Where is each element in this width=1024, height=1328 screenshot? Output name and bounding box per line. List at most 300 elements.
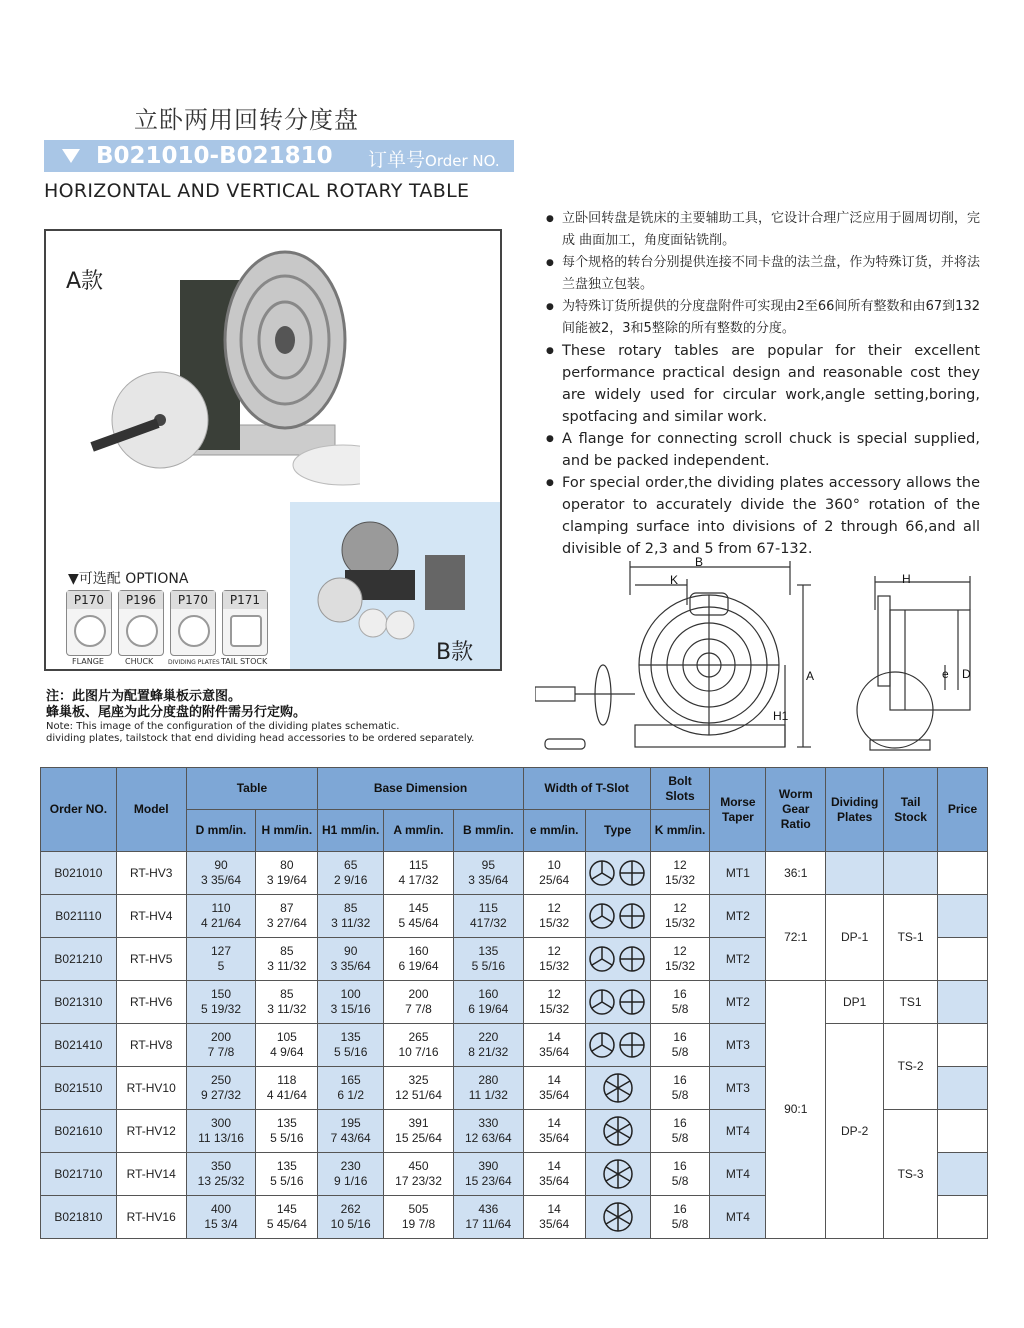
- h-cell: [256, 938, 318, 981]
- h-cell-mm: 135: [276, 1159, 297, 1173]
- worm-gear-cell: 90:1: [766, 981, 826, 1239]
- b-cell-mm: 95: [481, 858, 495, 872]
- d-cell: [186, 1196, 256, 1239]
- b-cell: [453, 1196, 523, 1239]
- h-cell: [256, 1110, 318, 1153]
- b-cell: [453, 1024, 523, 1067]
- accessory-chuck: [118, 590, 164, 656]
- dividing-plates-cell: DP-1: [826, 895, 884, 981]
- h1-cell-in: 3 15/16: [330, 1002, 371, 1016]
- h1-cell-mm: 90: [344, 944, 358, 958]
- dim-k-label: K: [670, 573, 679, 587]
- accessory-caption: FLANGE: [72, 657, 104, 666]
- e-cell: [523, 1153, 585, 1196]
- price-cell: [938, 938, 988, 981]
- e-cell-mm: 14: [547, 1073, 561, 1087]
- chuck-icon: [126, 615, 158, 647]
- order-no-cell: B021110: [41, 895, 117, 938]
- order-no-cell: B021510: [41, 1067, 117, 1110]
- e-cell: [523, 852, 585, 895]
- b-cell: [453, 1110, 523, 1153]
- k-cell-in: 15/32: [665, 873, 696, 887]
- e-cell-mm: 12: [547, 987, 561, 1001]
- model-cell: RT-HV16: [116, 1196, 186, 1239]
- tslot-type-cell: [585, 895, 650, 938]
- b-cell: [453, 895, 523, 938]
- order-no-cell: B021210: [41, 938, 117, 981]
- d-cell: [186, 1110, 256, 1153]
- b-cell-in: 15 23/64: [464, 1174, 512, 1188]
- header-morse-taper: Morse Taper: [710, 768, 766, 852]
- tslot-radial-icon: [600, 1158, 636, 1190]
- model-cell: RT-HV10: [116, 1067, 186, 1110]
- note-cn-2: 蜂巢板、尾座为此分度盘的附件需另行定购。: [46, 705, 307, 720]
- morse-cell: MT2: [710, 981, 766, 1024]
- d-cell: [186, 895, 256, 938]
- flange-icon: [74, 615, 106, 647]
- h1-cell: [318, 895, 384, 938]
- d-cell-in: 5 19/32: [200, 1002, 242, 1016]
- dim-d-label: D: [962, 667, 971, 681]
- a-cell-mm: 145: [408, 901, 429, 915]
- a-cell-mm: 450: [408, 1159, 429, 1173]
- h-cell-mm: 118: [277, 1073, 297, 1087]
- price-cell: [938, 981, 988, 1024]
- h-cell: [256, 1153, 318, 1196]
- table-row: [41, 852, 988, 895]
- h-cell-in: 3 11/32: [267, 1002, 307, 1016]
- price-cell: [938, 895, 988, 938]
- morse-cell: MT2: [710, 895, 766, 938]
- feature-item: ● 立卧回转盘是铣床的主要辅助工具，它设计合理广泛应用于圆周切削，完成 曲面加工，角度面钻铣削。: [544, 208, 980, 252]
- header-worm-gear: Worm Gear Ratio: [766, 768, 826, 852]
- k-cell-in: 5/8: [671, 1045, 689, 1059]
- header-e: e mm/in.: [523, 810, 585, 852]
- price-cell: [938, 1024, 988, 1067]
- accessory-code: P170: [171, 591, 215, 609]
- h1-cell-in: 3 11/32: [331, 916, 371, 930]
- order-no-cell: B021610: [41, 1110, 117, 1153]
- note-en-1: Note: This image of the configuration of the dividing plates schematic.: [46, 721, 400, 732]
- header-k: K mm/in.: [650, 810, 710, 852]
- a-cell: [384, 1153, 454, 1196]
- d-cell-mm: 350: [211, 1159, 232, 1173]
- e-cell-in: 35/64: [539, 1088, 570, 1102]
- d-cell: [186, 938, 256, 981]
- d-cell-mm: 110: [211, 901, 231, 915]
- k-cell: [650, 1067, 710, 1110]
- d-cell: [186, 852, 256, 895]
- e-cell-in: 35/64: [539, 1217, 570, 1231]
- feature-item: ● A flange for connecting scroll chuck is special supplied, and be packed independent.: [544, 428, 980, 472]
- a-cell-in: 17 23/32: [395, 1174, 442, 1188]
- b-cell-mm: 135: [478, 944, 499, 958]
- title-chinese: 立卧两用回转分度盘: [134, 106, 359, 134]
- d-cell-in: 5: [217, 959, 225, 973]
- model-cell: RT-HV14: [116, 1153, 186, 1196]
- b-cell-mm: 160: [478, 987, 499, 1001]
- a-cell-mm: 265: [408, 1030, 429, 1044]
- accessory-caption: DIVIDING PLATES: [168, 659, 220, 666]
- tail-stock-cell: [884, 852, 938, 895]
- h1-cell: [318, 1024, 384, 1067]
- header-bolt-slots: Bolt Slots: [650, 768, 710, 810]
- e-cell-in: 35/64: [539, 1131, 570, 1145]
- e-cell: [523, 895, 585, 938]
- k-cell: [650, 981, 710, 1024]
- a-cell-mm: 391: [408, 1116, 429, 1130]
- b-cell: [453, 1153, 523, 1196]
- tslot-type-cell: [585, 852, 650, 895]
- h-cell: [256, 1024, 318, 1067]
- a-cell-in: 7 7/8: [405, 1002, 432, 1016]
- k-cell: [650, 1153, 710, 1196]
- a-cell-mm: 325: [408, 1073, 429, 1087]
- h1-cell-mm: 262: [340, 1202, 361, 1216]
- k-cell-mm: 16: [673, 1030, 687, 1044]
- b-cell-in: 417/32: [469, 916, 507, 930]
- h-cell-mm: 87: [280, 901, 294, 915]
- k-cell-mm: 16: [673, 1073, 687, 1087]
- model-cell: RT-HV5: [116, 938, 186, 981]
- header-h: H mm/in.: [256, 810, 318, 852]
- e-cell-mm: 14: [547, 1159, 561, 1173]
- optional-label: ▼可选配 OPTIONA: [68, 571, 189, 587]
- e-cell-in: 35/64: [539, 1045, 570, 1059]
- model-cell: RT-HV3: [116, 852, 186, 895]
- k-cell-mm: 16: [673, 1202, 687, 1216]
- d-cell: [186, 1024, 256, 1067]
- price-cell: [938, 1110, 988, 1153]
- h-cell-mm: 85: [280, 944, 294, 958]
- feature-item: ● These rotary tables are popular for their excellent performance practical design and reasonable cost they are widely used for circular work,angle setting,boring, spotfacing and similar work.: [544, 340, 980, 428]
- tslot-radial-icon: [600, 1201, 636, 1233]
- a-cell-mm: 505: [408, 1202, 429, 1216]
- k-cell: [650, 895, 710, 938]
- h-cell-mm: 135: [276, 1116, 297, 1130]
- a-cell-in: 4 17/32: [398, 873, 439, 887]
- dim-a-label: A: [806, 669, 815, 683]
- h-cell-in: 5 5/16: [270, 1174, 304, 1188]
- k-cell-mm: 16: [673, 1159, 687, 1173]
- b-cell: [453, 1067, 523, 1110]
- header-type: Type: [585, 810, 650, 852]
- dividing-plates-cell: DP1: [826, 981, 884, 1024]
- a-cell-in: 5 45/64: [398, 916, 439, 930]
- tslot-type-cell: [585, 1110, 650, 1153]
- header-a: A mm/in.: [384, 810, 454, 852]
- rotary-table-b-image: [295, 515, 495, 645]
- k-cell-in: 5/8: [671, 1217, 689, 1231]
- a-cell-in: 12 51/64: [395, 1088, 442, 1102]
- a-cell-in: 15 25/64: [395, 1131, 442, 1145]
- a-cell: [384, 895, 454, 938]
- d-cell-in: 9 27/32: [200, 1088, 242, 1102]
- dim-h-label: H: [902, 572, 911, 586]
- morse-cell: MT4: [710, 1196, 766, 1239]
- dim-b-label: B: [695, 555, 704, 569]
- accessory-dividing-plates: [170, 590, 216, 656]
- b-cell-in: 12 63/64: [464, 1131, 512, 1145]
- e-cell-in: 25/64: [539, 873, 570, 887]
- accessory-caption: CHUCK: [125, 657, 154, 666]
- spec-table: [40, 767, 988, 1239]
- morse-cell: MT3: [710, 1024, 766, 1067]
- triangle-down-icon: [62, 149, 80, 163]
- dividing-plate-icon: [178, 615, 210, 647]
- d-cell-in: 3 35/64: [200, 873, 242, 887]
- h1-cell-mm: 65: [344, 858, 358, 872]
- k-cell: [650, 852, 710, 895]
- a-cell-in: 10 7/16: [398, 1045, 439, 1059]
- e-cell: [523, 1067, 585, 1110]
- order-label-cn: 订单号: [368, 149, 426, 171]
- b-cell-mm: 280: [478, 1073, 499, 1087]
- model-a-label: A款: [66, 269, 104, 294]
- b-cell-in: 6 19/64: [468, 1002, 509, 1016]
- tslot-radial-icon: [600, 1115, 636, 1147]
- header-h1: H1 mm/in.: [318, 810, 384, 852]
- order-no-cell: B021710: [41, 1153, 117, 1196]
- morse-cell: MT1: [710, 852, 766, 895]
- front-view-drawing: [535, 555, 825, 755]
- e-cell-in: 15/32: [539, 959, 570, 973]
- h-cell-in: 4 9/64: [270, 1045, 304, 1059]
- b-cell-mm: 436: [478, 1202, 499, 1216]
- h-cell: [256, 1196, 318, 1239]
- order-label: [368, 145, 500, 172]
- e-cell-in: 15/32: [539, 1002, 570, 1016]
- h1-cell-mm: 85: [344, 901, 358, 915]
- header-dividing-plates: Dividing Plates: [826, 768, 884, 852]
- h-cell-mm: 85: [280, 987, 294, 1001]
- price-cell: [938, 1067, 988, 1110]
- b-cell-mm: 115: [478, 901, 498, 915]
- h-cell-in: 4 41/64: [266, 1088, 307, 1102]
- k-cell-mm: 12: [673, 944, 687, 958]
- d-cell-mm: 300: [211, 1116, 232, 1130]
- dividing-plates-cell: [826, 852, 884, 895]
- accessory-code: P171: [223, 591, 267, 609]
- dim-h1-label: H1: [773, 709, 789, 723]
- b-cell-mm: 390: [478, 1159, 499, 1173]
- h-cell: [256, 1067, 318, 1110]
- k-cell-mm: 12: [673, 858, 687, 872]
- accessory-tail-stock: [222, 590, 268, 656]
- h1-cell-in: 5 5/16: [334, 1045, 368, 1059]
- e-cell-mm: 12: [547, 944, 561, 958]
- b-cell-in: 17 11/64: [465, 1217, 512, 1231]
- e-cell-mm: 14: [547, 1030, 561, 1044]
- table-row: [41, 895, 988, 938]
- e-cell: [523, 1110, 585, 1153]
- note-en-2: dividing plates, tailstock that end dividing head accessories to be ordered separately.: [46, 733, 475, 744]
- price-cell: [938, 1153, 988, 1196]
- header-d: D mm/in.: [186, 810, 256, 852]
- k-cell-in: 15/32: [665, 916, 696, 930]
- tslot-radial-icon: [600, 1072, 636, 1104]
- b-cell: [453, 852, 523, 895]
- a-cell: [384, 852, 454, 895]
- accessory-code: P196: [119, 591, 163, 609]
- model-b-label: B款: [436, 640, 474, 665]
- h1-cell: [318, 1110, 384, 1153]
- k-cell-in: 15/32: [665, 959, 696, 973]
- tslot-split-icon: [588, 858, 648, 888]
- h-cell: [256, 895, 318, 938]
- e-cell-in: 15/32: [539, 916, 570, 930]
- header-tail-stock: Tail Stock: [884, 768, 938, 852]
- tslot-type-cell: [585, 1067, 650, 1110]
- header-base-dimension: Base Dimension: [318, 768, 523, 810]
- d-cell-in: 13 25/32: [197, 1174, 245, 1188]
- e-cell-mm: 14: [547, 1116, 561, 1130]
- dim-e-label: e: [942, 667, 949, 681]
- h1-cell: [318, 938, 384, 981]
- b-cell: [453, 938, 523, 981]
- h-cell-in: 5 45/64: [266, 1217, 307, 1231]
- model-cell: RT-HV12: [116, 1110, 186, 1153]
- morse-cell: MT2: [710, 938, 766, 981]
- h1-cell: [318, 981, 384, 1024]
- d-cell: [186, 1067, 256, 1110]
- e-cell: [523, 938, 585, 981]
- a-cell: [384, 938, 454, 981]
- order-label-en: Order NO.: [425, 152, 500, 170]
- h-cell-in: 3 27/64: [266, 916, 307, 930]
- feature-item: ● 为特殊订货所提供的分度盘附件可实现由2至66间所有整数和由67到132间能被2，3和5整除的所有整数的分度。: [544, 296, 980, 340]
- tslot-split-icon: [588, 987, 648, 1017]
- a-cell-mm: 115: [408, 858, 429, 872]
- table-row: [41, 1024, 988, 1067]
- tail-stock-cell: TS-2: [884, 1024, 938, 1110]
- h1-cell-in: 2 9/16: [334, 873, 368, 887]
- d-cell-in: 7 7/8: [207, 1045, 235, 1059]
- h1-cell-mm: 165: [340, 1073, 361, 1087]
- dividing-plates-cell: DP-2: [826, 1024, 884, 1239]
- d-cell-in: 15 3/4: [204, 1217, 238, 1231]
- tailstock-icon: [230, 615, 262, 647]
- k-cell: [650, 1196, 710, 1239]
- h1-cell-mm: 100: [340, 987, 361, 1001]
- a-cell: [384, 1196, 454, 1239]
- b-cell-in: 5 5/16: [471, 959, 506, 973]
- d-cell-mm: 127: [211, 944, 232, 958]
- d-cell-mm: 150: [211, 987, 232, 1001]
- h1-cell: [318, 852, 384, 895]
- d-cell-mm: 400: [211, 1202, 232, 1216]
- e-cell: [523, 981, 585, 1024]
- tslot-split-icon: [588, 901, 648, 931]
- h1-cell-in: 3 35/64: [330, 959, 371, 973]
- b-cell-mm: 220: [478, 1030, 499, 1044]
- b-cell-in: 8 21/32: [468, 1045, 509, 1059]
- note-cn-1: 注：此图片为配置蜂巢板示意图。: [46, 689, 242, 704]
- e-cell-mm: 12: [547, 901, 561, 915]
- a-cell-in: 19 7/8: [401, 1217, 436, 1231]
- k-cell-in: 5/8: [671, 1131, 689, 1145]
- h1-cell: [318, 1153, 384, 1196]
- a-cell: [384, 1110, 454, 1153]
- header-tslot: Width of T-Slot: [523, 768, 650, 810]
- order-no-cell: B021010: [41, 852, 117, 895]
- e-cell: [523, 1024, 585, 1067]
- a-cell-mm: 200: [408, 987, 429, 1001]
- feature-item: ● For special order,the dividing plates accessory allows the operator to accurately divide the 360° rotation of the clamping surface into divisions of 2 through 66,and all divisible of 2,3 and 5 from 67-132.: [544, 472, 980, 560]
- tslot-split-icon: [588, 1030, 648, 1060]
- a-cell: [384, 1024, 454, 1067]
- d-cell-in: 11 13/16: [198, 1131, 244, 1145]
- price-cell: [938, 852, 988, 895]
- header-table: Table: [186, 768, 318, 810]
- h-cell-in: 3 19/64: [266, 873, 307, 887]
- k-cell-mm: 16: [673, 987, 687, 1001]
- price-cell: [938, 1196, 988, 1239]
- k-cell: [650, 1110, 710, 1153]
- h1-cell-in: 7 43/64: [330, 1131, 371, 1145]
- h-cell-in: 5 5/16: [270, 1131, 304, 1145]
- worm-gear-cell: 72:1: [766, 895, 826, 981]
- morse-cell: MT4: [710, 1153, 766, 1196]
- h-cell: [256, 852, 318, 895]
- h-cell-mm: 80: [280, 858, 294, 872]
- k-cell-mm: 16: [673, 1116, 687, 1130]
- k-cell-mm: 12: [673, 901, 687, 915]
- order-no-cell: B021810: [41, 1196, 117, 1239]
- tslot-type-cell: [585, 1196, 650, 1239]
- tslot-type-cell: [585, 1153, 650, 1196]
- e-cell: [523, 1196, 585, 1239]
- b-cell-in: 3 35/64: [468, 873, 509, 887]
- k-cell-in: 5/8: [671, 1174, 689, 1188]
- d-cell: [186, 1153, 256, 1196]
- d-cell-mm: 200: [211, 1030, 232, 1044]
- e-cell-mm: 14: [547, 1202, 561, 1216]
- tail-stock-cell: TS-3: [884, 1110, 938, 1239]
- h-cell-mm: 145: [276, 1202, 297, 1216]
- k-cell: [650, 938, 710, 981]
- k-cell-in: 5/8: [671, 1002, 689, 1016]
- model-cell: RT-HV8: [116, 1024, 186, 1067]
- h1-cell-mm: 135: [340, 1030, 361, 1044]
- title-english: HORIZONTAL AND VERTICAL ROTARY TABLE: [44, 180, 470, 202]
- tslot-type-cell: [585, 981, 650, 1024]
- d-cell-in: 4 21/64: [200, 916, 242, 930]
- tslot-split-icon: [588, 944, 648, 974]
- tslot-type-cell: [585, 1024, 650, 1067]
- h1-cell: [318, 1067, 384, 1110]
- h1-cell-in: 9 1/16: [334, 1174, 368, 1188]
- header-b: B mm/in.: [453, 810, 523, 852]
- feature-list: [544, 208, 980, 560]
- a-cell: [384, 1067, 454, 1110]
- accessory-caption: TAIL STOCK: [221, 657, 268, 666]
- order-no-cell: B021410: [41, 1024, 117, 1067]
- accessory-code: P170: [67, 591, 111, 609]
- d-cell-mm: 250: [211, 1073, 232, 1087]
- tslot-type-cell: [585, 938, 650, 981]
- order-no-cell: B021310: [41, 981, 117, 1024]
- d-cell: [186, 981, 256, 1024]
- tail-stock-cell: TS-1: [884, 895, 938, 981]
- h1-cell: [318, 1196, 384, 1239]
- b-cell: [453, 981, 523, 1024]
- k-cell-in: 5/8: [671, 1088, 689, 1102]
- h-cell-in: 3 11/32: [267, 959, 307, 973]
- header-price: Price: [938, 768, 988, 852]
- h-cell: [256, 981, 318, 1024]
- b-cell-mm: 330: [478, 1116, 499, 1130]
